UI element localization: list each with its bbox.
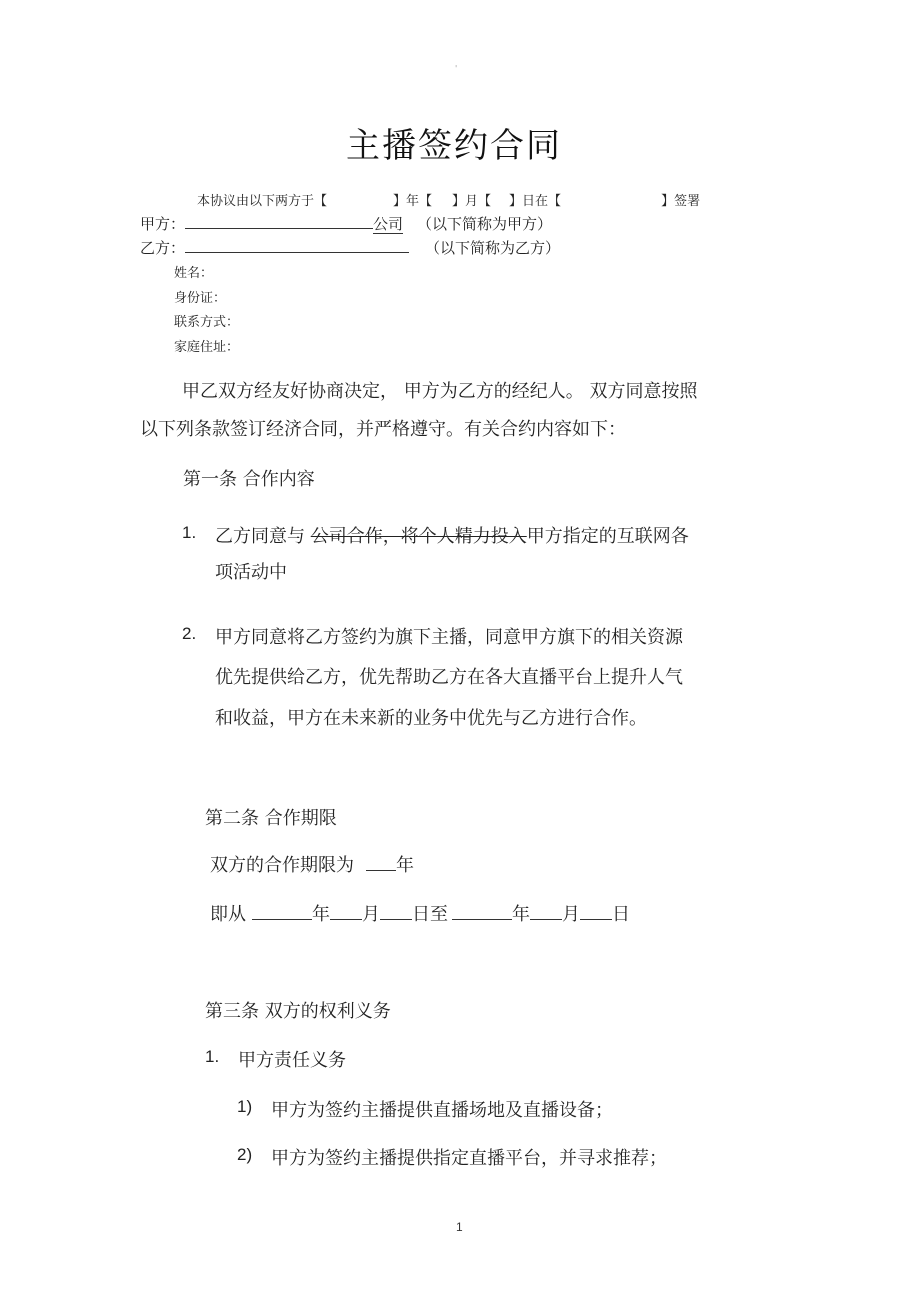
item-1-text-b: 甲方指定的互联网各 <box>526 526 689 547</box>
party-b-label: 乙方： <box>140 239 186 257</box>
article-1-item-2-line-2: 优先提供给乙方，优先帮助乙方在各大直播平台上提升人气 <box>215 667 683 688</box>
period-year-blank <box>252 901 312 920</box>
field-name: 姓名： <box>174 266 214 281</box>
intro-line <box>197 190 700 209</box>
period-month2-blank <box>530 901 562 920</box>
item-1-text-a: 乙方同意与 <box>215 526 311 547</box>
intro-place-end: 】签署 <box>661 194 701 209</box>
period-day-to: 日至 <box>412 904 448 925</box>
header-mark: ' <box>455 64 458 73</box>
party-a-line <box>140 213 552 234</box>
party-a-label: 甲方： <box>140 215 186 233</box>
term-blank <box>366 852 396 871</box>
period-start: 即从 <box>210 904 246 925</box>
article-3-item-1-number: 1) <box>237 1097 253 1116</box>
article-1-item-1-line-2: 项活动中 <box>215 562 287 583</box>
party-b-line <box>140 237 560 258</box>
period-month-blank <box>330 901 362 920</box>
article-3-item-2-number: 2) <box>237 1145 253 1164</box>
party-b-note: （以下简称为乙方） <box>425 239 561 257</box>
preamble-line-1: 甲乙双方经友好协商决定， 甲方为乙方的经纪人。 双方同意按照 <box>182 381 698 402</box>
party-a-note: （以下简称为甲方） <box>417 215 553 233</box>
article-3-sub-1-title: 甲方责任义务 <box>238 1050 346 1071</box>
period-day2-blank <box>580 901 612 920</box>
article-3-heading: 第三条 双方的权利义务 <box>205 1001 391 1022</box>
intro-year-end: 】年【 <box>393 194 433 209</box>
article-3-sub-1-number: 1. <box>205 1047 220 1066</box>
period-year2-blank <box>452 901 512 920</box>
party-a-company: 公司 <box>373 215 404 233</box>
period-day2: 日 <box>612 904 630 925</box>
period-year: 年 <box>312 904 330 925</box>
article-2-term <box>210 851 414 877</box>
article-1-item-2-line-3: 和收益，甲方在未来新的业务中优先与乙方进行合作。 <box>215 708 647 729</box>
article-1-item-2-number: 2. <box>182 624 197 643</box>
item-1-struck-text: 公司合作，将个人精力投入 <box>310 526 527 547</box>
party-a-blank <box>185 213 373 229</box>
intro-day-end: 】日在【 <box>509 194 562 209</box>
preamble-line-2: 以下列条款签订经济合同，并严格遵守。有关合约内容如下： <box>140 419 626 440</box>
term-prefix: 双方的合作期限为 <box>210 855 354 876</box>
intro-prefix: 本协议由以下两方于【 <box>197 194 328 209</box>
article-1-heading: 第一条 合作内容 <box>183 469 315 490</box>
article-2-heading: 第二条 合作期限 <box>205 808 337 829</box>
article-3-item-1-text: 甲方为签约主播提供直播场地及直播设备； <box>271 1100 613 1121</box>
period-month2: 月 <box>562 904 580 925</box>
article-2-period <box>210 900 630 926</box>
field-id-card: 身份证： <box>174 291 227 306</box>
term-suffix: 年 <box>396 855 414 876</box>
period-month: 月 <box>362 904 380 925</box>
article-3-item-2-text: 甲方为签约主播提供指定直播平台，并寻求推荐； <box>271 1148 667 1169</box>
field-address: 家庭住址： <box>174 340 240 355</box>
period-day-blank <box>380 901 412 920</box>
party-b-blank <box>185 237 409 253</box>
period-year2: 年 <box>512 904 530 925</box>
article-1-item-2-line-1: 甲方同意将乙方签约为旗下主播，同意甲方旗下的相关资源 <box>215 627 683 648</box>
page-number: 1 <box>456 1220 463 1234</box>
field-contact: 联系方式： <box>174 315 240 330</box>
document-title: 主播签约合同 <box>346 126 562 166</box>
article-1-item-1-line-1 <box>215 522 689 548</box>
article-1-item-1-number: 1. <box>182 523 197 542</box>
intro-month-end: 】月【 <box>452 194 492 209</box>
